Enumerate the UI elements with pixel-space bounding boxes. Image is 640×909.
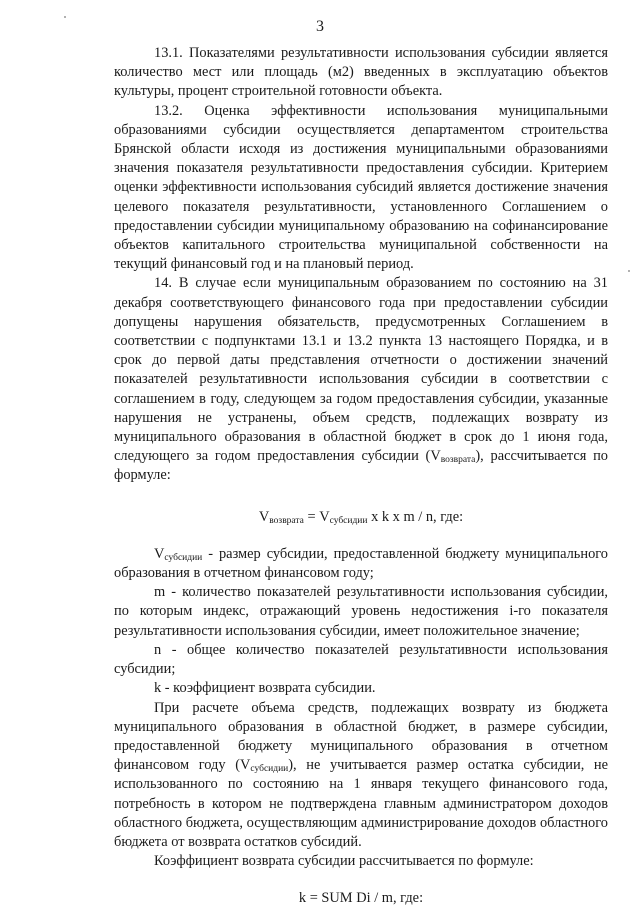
definition-v-subsidy (114, 545, 608, 583)
formula-return (114, 508, 608, 527)
paragraph-coefficient: Коэффициент возврата субсидии рассчитывается по формуле: (154, 853, 534, 870)
scan-speck (628, 270, 630, 272)
paragraph-14-text: 14. В случае если муниципальным образованием по состоянию на 31 декабря соответствующего финансового года при предоставлении субсидии допущены нарушения обязательств, предусмотренных Соглашением в соответствии с подпунктами 13.1 и 13.2 пункта 13 настоящего Порядка, и в срок до первой даты представления отчетности о достижении значений показателей результативности использования субсидии в соответствии с соглашением в году, следующем за годом предоставления субсидии, указанные нарушения не устранены, объем средств, подлежащих возврату из муниципального образования в областной бюджет в срок до 1 июня года, следующего за годом предоставления субсидии (V (114, 275, 608, 465)
calc-subscript: субсидии (250, 764, 289, 775)
formula-sub-subsidy: субсидии (329, 515, 368, 526)
document-body (114, 44, 608, 909)
formula-v-return: V (258, 508, 270, 525)
paragraph-14 (114, 274, 608, 485)
def-v-symbol: V (154, 545, 165, 562)
paragraph-calculation (114, 699, 608, 853)
scan-speck (64, 16, 66, 18)
paragraph-14-tail: ), рассчитывается по формуле: (114, 448, 608, 484)
def-v-text: - размер субсидии, предоставленной бюджету муниципального образования в отчетном финансовом году; (114, 545, 608, 582)
definition-m: m - количество показателей результативности использования субсидии, по которым индекс, отражающий уровень недостижения i-го показателя результативности использования субсидии, имеет положительное значение; (114, 584, 608, 639)
definition-k: k - коэффициент возврата субсидии. (154, 680, 376, 697)
formula-tail: x k x m / n, где: (367, 508, 464, 525)
definition-n: n - общее количество показателей результативности использования субсидии; (114, 641, 608, 678)
page-number: 3 (316, 18, 324, 35)
paragraph-13-1: 13.1. Показателями результативности использования субсидии является количество мест или площадь (м2) введенных в эксплуатацию объектов культуры, процент строительной готовности объекта. (114, 45, 608, 100)
calc-text-b: ), не учитывается размер остатка субсидии, не использованного по состоянию на 1 января текущего финансового года, потребность в котором не подтверждена главным администратором доходов областного бюджета, осуществляющим администрирование доходов областного бюджета от возврата остатков субсидий. (114, 757, 609, 850)
calc-text-a: При расчете объема средств, подлежащих возврату из бюджета муниципального образования в областной бюджет, в размере субсидии, предоставленной бюджету муниципального образования в отчетном финансовом году (V (114, 699, 608, 774)
formula-sub-return: возврата (269, 515, 304, 526)
paragraph-13-2: 13.2. Оценка эффективности использования муниципальными образованиями субсидии осуществляется департаментом строительства Брянской области исходя из достижения муниципальными образованиями значения показателя результативности предоставления субсидии. Критерием оценки эффективности использования субсидий является достижение значения целевого показателя результативности, установленного Соглашением о предоставлении субсидии муниципальному образованию на софинансирование объектов капитального строительства муниципальной собственности на текущий финансовый год и на плановый период. (114, 102, 608, 273)
def-v-subscript: субсидии (164, 552, 203, 563)
v-return-subscript: возврата (440, 455, 476, 466)
formula-coefficient: k = SUM Di / m, где: (298, 890, 424, 907)
formula-equals-v: = V (303, 508, 330, 525)
